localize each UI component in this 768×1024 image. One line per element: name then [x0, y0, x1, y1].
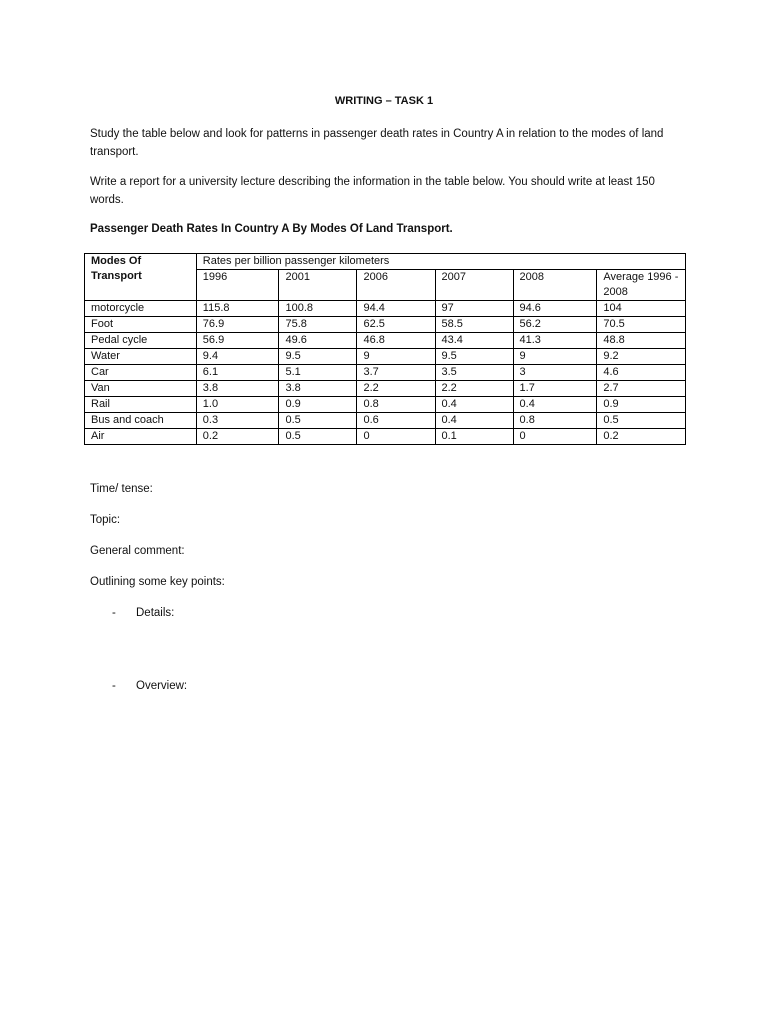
rate-cell: 97: [435, 301, 513, 317]
rate-cell: 41.3: [513, 333, 597, 349]
column-header: 2006: [357, 270, 435, 301]
modes-of-transport-header: Modes Of Transport: [85, 254, 197, 301]
topic-label: Topic:: [90, 514, 121, 526]
rate-cell: 104: [597, 301, 686, 317]
rate-cell: 0.8: [357, 397, 435, 413]
rate-cell: 3.5: [435, 365, 513, 381]
rate-cell: 75.8: [279, 317, 357, 333]
general-comment-label: General comment:: [90, 545, 185, 557]
mode-cell: Van: [85, 381, 197, 397]
table-row: [85, 349, 686, 365]
rate-cell: 56.2: [513, 317, 597, 333]
table-row: [85, 333, 686, 349]
table-header-row: [85, 254, 686, 270]
rate-cell: 2.7: [597, 381, 686, 397]
rate-cell: 0.5: [597, 413, 686, 429]
rate-cell: 76.9: [196, 317, 279, 333]
rate-cell: 115.8: [196, 301, 279, 317]
rate-cell: 70.5: [597, 317, 686, 333]
rate-cell: 0.5: [279, 429, 357, 445]
outlining-label: Outlining some key points:: [90, 576, 225, 588]
rate-cell: 9.5: [435, 349, 513, 365]
rate-cell: 9: [357, 349, 435, 365]
rate-cell: 6.1: [196, 365, 279, 381]
column-header: 2008: [513, 270, 597, 301]
page-title: WRITING – TASK 1: [334, 95, 434, 107]
rate-cell: 0.2: [597, 429, 686, 445]
rate-cell: 0.2: [196, 429, 279, 445]
rate-cell: 0.5: [279, 413, 357, 429]
mode-cell: Car: [85, 365, 197, 381]
rate-cell: 9.4: [196, 349, 279, 365]
rate-cell: 1.0: [196, 397, 279, 413]
instruction-paragraph-1: Study the table below and look for patterns in passenger death rates in Country A in relation to the modes of land transport.: [90, 128, 664, 158]
rate-cell: 0.3: [196, 413, 279, 429]
bullet-marker: -: [112, 680, 116, 692]
death-rates-table: [84, 253, 686, 445]
table-row: [85, 365, 686, 381]
table-row: [85, 397, 686, 413]
mode-cell: Bus and coach: [85, 413, 197, 429]
rate-cell: 43.4: [435, 333, 513, 349]
rate-cell: 3.8: [196, 381, 279, 397]
rate-cell: 9: [513, 349, 597, 365]
rate-cell: 0.4: [513, 397, 597, 413]
rate-cell: 4.6: [597, 365, 686, 381]
rate-cell: 94.4: [357, 301, 435, 317]
table-row: [85, 413, 686, 429]
rate-cell: 0: [513, 429, 597, 445]
time-tense-label: Time/ tense:: [90, 483, 153, 495]
rate-cell: 0.1: [435, 429, 513, 445]
details-label: Details:: [136, 607, 175, 619]
rate-cell: 48.8: [597, 333, 686, 349]
rate-cell: 100.8: [279, 301, 357, 317]
table-row: [85, 381, 686, 397]
rate-cell: 0.8: [513, 413, 597, 429]
rates-group-header: Rates per billion passenger kilometers: [196, 254, 685, 270]
rate-cell: 9.5: [279, 349, 357, 365]
rate-cell: 62.5: [357, 317, 435, 333]
mode-cell: Water: [85, 349, 197, 365]
rate-cell: 0.9: [279, 397, 357, 413]
rate-cell: 0.4: [435, 397, 513, 413]
table-row: [85, 429, 686, 445]
mode-cell: motorcycle: [85, 301, 197, 317]
rate-cell: 0.6: [357, 413, 435, 429]
rate-cell: 56.9: [196, 333, 279, 349]
mode-cell: Foot: [85, 317, 197, 333]
column-header: 2007: [435, 270, 513, 301]
table-row: [85, 317, 686, 333]
mode-cell: Pedal cycle: [85, 333, 197, 349]
rate-cell: 3.7: [357, 365, 435, 381]
mode-cell: Air: [85, 429, 197, 445]
rate-cell: 2.2: [357, 381, 435, 397]
mode-cell: Rail: [85, 397, 197, 413]
rate-cell: 0.9: [597, 397, 686, 413]
table-row: [85, 301, 686, 317]
rate-cell: 0: [357, 429, 435, 445]
instruction-paragraph-2: Write a report for a university lecture describing the information in the table below. You should write at least 150 words.: [90, 176, 655, 206]
bullet-marker: -: [112, 607, 116, 619]
rate-cell: 2.2: [435, 381, 513, 397]
rate-cell: 5.1: [279, 365, 357, 381]
column-header: Average 1996 - 2008: [597, 270, 686, 301]
rate-cell: 1.7: [513, 381, 597, 397]
column-header: 2001: [279, 270, 357, 301]
rate-cell: 3: [513, 365, 597, 381]
column-header: 1996: [196, 270, 279, 301]
rate-cell: 58.5: [435, 317, 513, 333]
overview-label: Overview:: [136, 680, 188, 692]
rate-cell: 94.6: [513, 301, 597, 317]
rate-cell: 9.2: [597, 349, 686, 365]
rate-cell: 0.4: [435, 413, 513, 429]
rate-cell: 3.8: [279, 381, 357, 397]
rate-cell: 49.6: [279, 333, 357, 349]
table-caption: Passenger Death Rates In Country A By Modes Of Land Transport.: [90, 223, 453, 235]
rate-cell: 46.8: [357, 333, 435, 349]
